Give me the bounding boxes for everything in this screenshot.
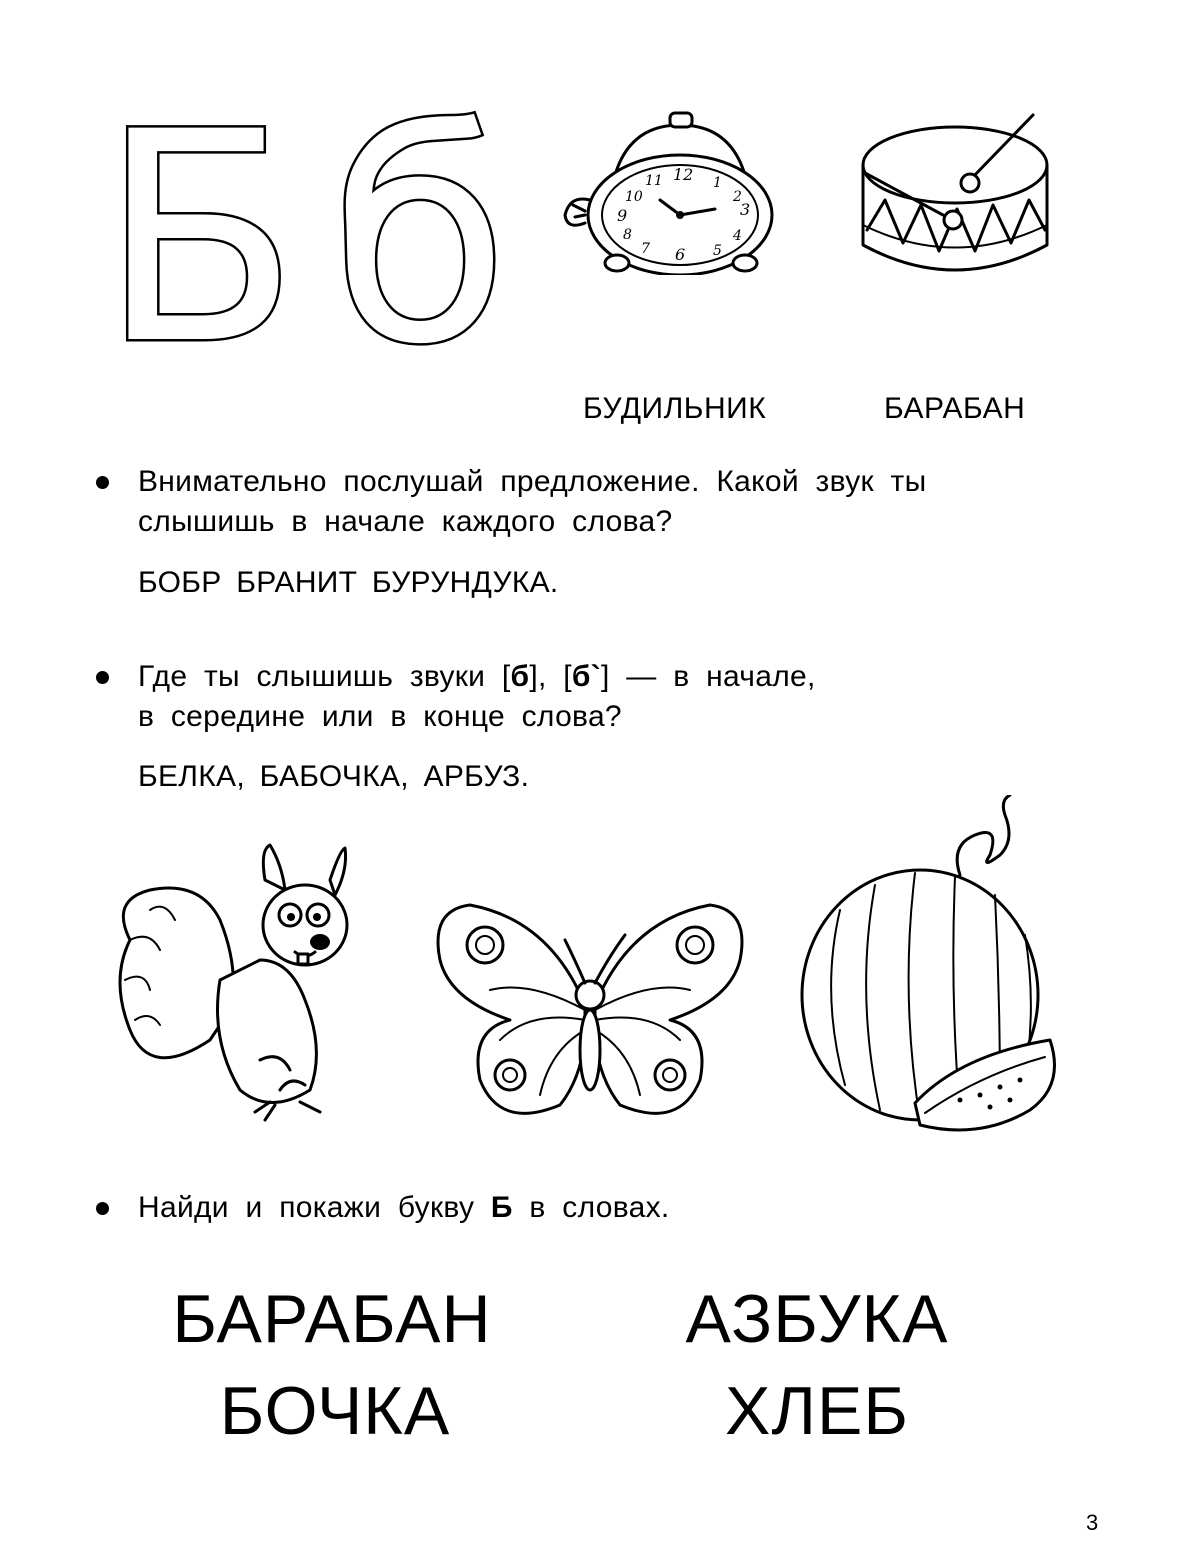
- drum-icon: [855, 105, 1055, 280]
- word-azbuka: АЗБУКА: [685, 1281, 949, 1357]
- svg-text:12: 12: [673, 165, 694, 184]
- bullet-3: [96, 1202, 109, 1215]
- watermelon-icon: [800, 795, 1070, 1145]
- svg-text:8: 8: [623, 227, 632, 243]
- task3-letter: Б: [490, 1191, 513, 1224]
- svg-text:7: 7: [641, 241, 650, 257]
- svg-text:3: 3: [740, 200, 751, 219]
- svg-text:2: 2: [733, 189, 742, 205]
- svg-text:10: 10: [625, 189, 643, 205]
- task2-line2: в середине или в конце слова?: [138, 700, 622, 733]
- svg-text:6: 6: [675, 245, 686, 264]
- task3-line: [138, 1188, 1038, 1228]
- word-bochka: БОЧКА: [219, 1373, 451, 1449]
- big-letter-uppercase: Б: [100, 71, 299, 408]
- word-khleb: ХЛЕБ: [725, 1373, 909, 1449]
- big-letter-lowercase: б: [330, 71, 509, 408]
- svg-text:5: 5: [713, 243, 722, 259]
- svg-text:1: 1: [713, 175, 722, 191]
- svg-text:4: 4: [733, 228, 742, 244]
- word-baraban: БАРАБАН: [172, 1281, 492, 1357]
- task3-text-b: в словах.: [512, 1191, 670, 1224]
- task1-example: БОБР БРАНИТ БУРУНДУКА.: [138, 566, 559, 599]
- page-number: 3: [1086, 1510, 1099, 1535]
- bullet-2: [96, 671, 109, 684]
- squirrel-icon: [90, 840, 350, 1130]
- caption-clock: БУДИЛЬНИК: [583, 392, 767, 425]
- sound-b: б: [510, 660, 530, 693]
- task2-line1-c: ] — в начале,: [601, 660, 816, 693]
- alarm-clock-icon: [545, 105, 785, 275]
- svg-text:11: 11: [645, 173, 663, 189]
- caption-drum: БАРАБАН: [884, 392, 1026, 425]
- task2-example: БЕЛКА, БАБОЧКА, АРБУЗ.: [138, 760, 530, 793]
- task1-line2: слышишь в начале каждого слова?: [138, 505, 673, 538]
- svg-text:9: 9: [617, 206, 628, 225]
- bullet-1: [96, 476, 109, 489]
- sound-b-soft: б`: [571, 660, 602, 693]
- task2-line1-b: ], [: [529, 660, 572, 693]
- task2-line1-a: Где ты слышишь звуки [: [138, 660, 511, 693]
- butterfly-icon: [430, 900, 750, 1130]
- task2-line1: [138, 657, 1038, 697]
- task3-text-a: Найди и покажи букву: [138, 1191, 491, 1224]
- task1-line1: Внимательно послушай предложение. Какой звук ты: [138, 465, 927, 498]
